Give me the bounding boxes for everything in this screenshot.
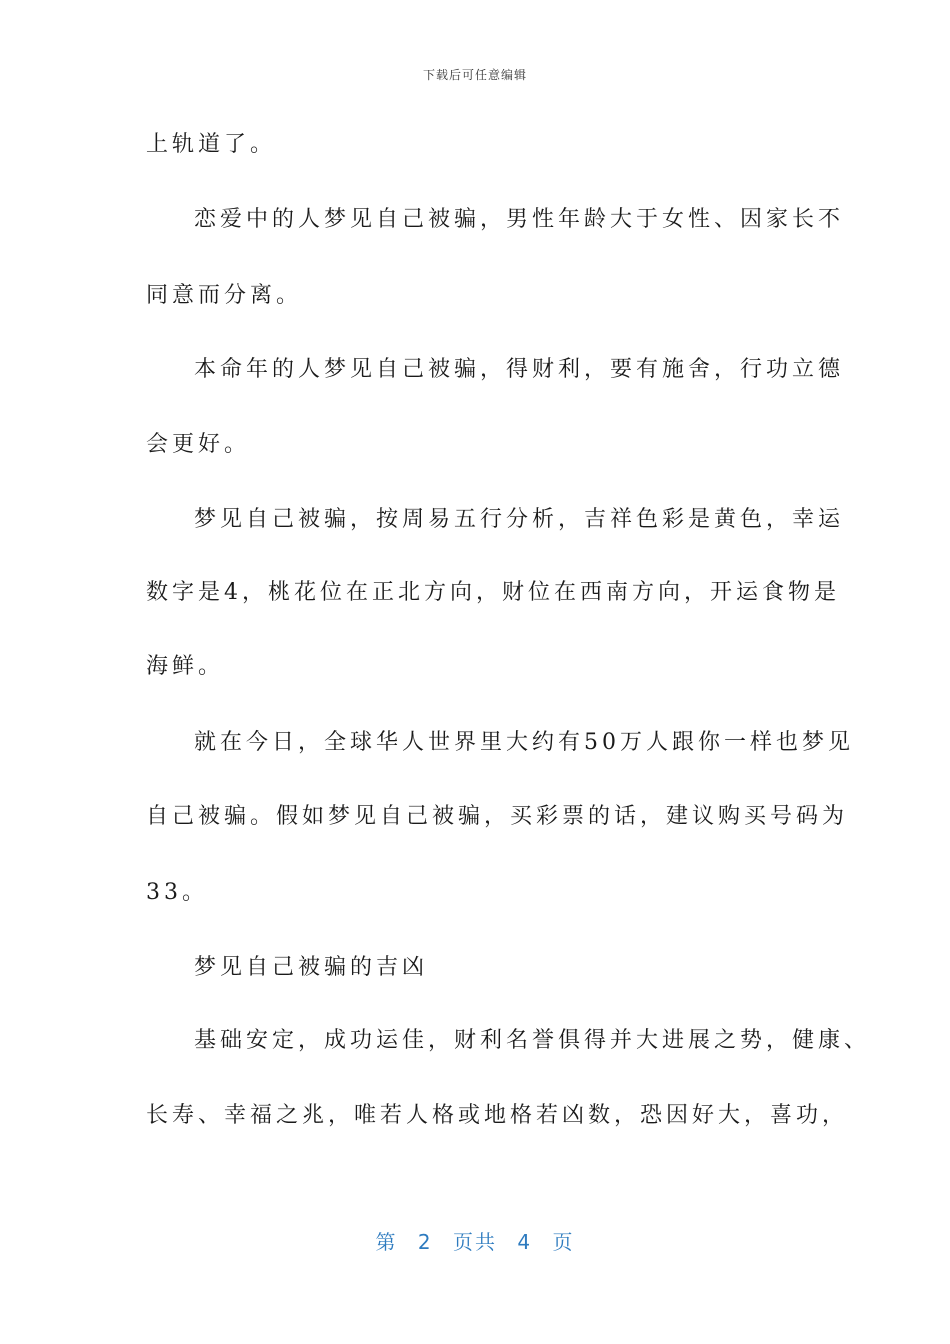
- text-line: 会更好。: [146, 432, 251, 457]
- section-heading: 梦见自己被骗的吉凶: [194, 955, 429, 980]
- total-pages-number: 4: [517, 1230, 533, 1254]
- text-line: 同意而分离。: [146, 283, 303, 308]
- text-line: 上轨道了。: [146, 132, 277, 157]
- text-line: 数字是4，桃花位在正北方向，财位在西南方向，开运食物是: [146, 580, 840, 605]
- text-line: 梦见自己被骗，按周易五行分析，吉祥色彩是黄色，幸运: [194, 507, 845, 532]
- footer-label-page: 第: [375, 1230, 398, 1254]
- page-footer: [0, 1226, 950, 1255]
- page-header: 下载后可任意编辑: [422, 68, 527, 82]
- text-line: 本命年的人梦见自己被骗，得财利，要有施舍，行功立德: [194, 357, 845, 382]
- footer-label-total: 页共: [453, 1230, 497, 1254]
- text-line: 长寿、幸福之兆，唯若人格或地格若凶数，恐因好大，喜功，: [146, 1103, 849, 1128]
- text-line: 海鲜。: [146, 654, 225, 679]
- footer-label-end: 页: [552, 1230, 575, 1254]
- text-line: 就在今日，全球华人世界里大约有50万人跟你一样也梦见: [194, 730, 854, 755]
- text-line: 恋爱中的人梦见自己被骗，男性年龄大于女性、因家长不: [194, 207, 845, 232]
- text-line: 基础安定，成功运佳，财利名誉俱得并大进展之势，健康、: [194, 1028, 871, 1053]
- text-line: 自己被骗。假如梦见自己被骗，买彩票的话，建议购买号码为: [146, 804, 849, 829]
- current-page-number: 2: [417, 1230, 433, 1254]
- text-line: 33。: [146, 880, 208, 905]
